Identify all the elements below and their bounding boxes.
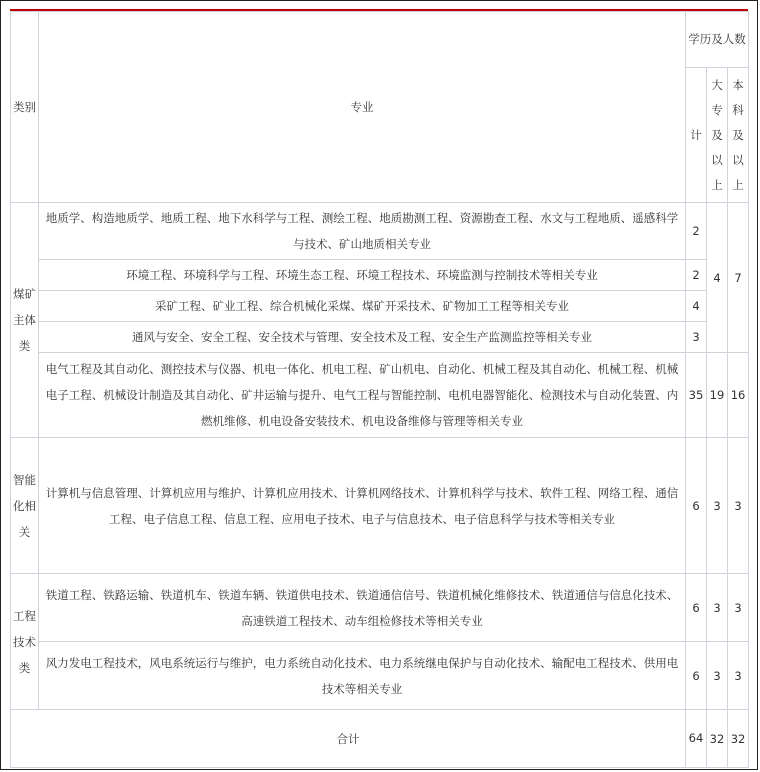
header-major: 专业: [39, 12, 686, 203]
total-electromechanical: 35: [686, 353, 707, 438]
total-mining: 4: [686, 291, 707, 322]
total-geology: 2: [686, 203, 707, 260]
summary-bachelor: 32: [728, 710, 749, 768]
recruitment-table: [10, 11, 749, 768]
bachelor-subtotal-1: 7: [728, 203, 749, 353]
total-railway: 6: [686, 574, 707, 642]
total-safety: 3: [686, 322, 707, 353]
total-power: 6: [686, 642, 707, 710]
category-intelligent: 智能化相关: [11, 438, 39, 574]
major-railway: 铁道工程、铁路运输、铁道机车、铁道车辆、铁道供电技术、铁道通信信号、铁道机械化维修技术、铁道通信与信息化技术、高速铁道工程技术、动车组检修技术等相关专业: [39, 574, 686, 642]
major-mining: 采矿工程、矿业工程、综合机械化采煤、煤矿开采技术、矿物加工工程等相关专业: [39, 291, 686, 322]
major-geology: 地质学、构造地质学、地质工程、地下水科学与工程、测绘工程、地质勘测工程、资源勘查工程、水文与工程地质、遥感科学与技术、矿山地质相关专业: [39, 203, 686, 260]
college-computer: 3: [707, 438, 728, 574]
total-computer: 6: [686, 438, 707, 574]
summary-total: 64: [686, 710, 707, 768]
bachelor-railway: 3: [728, 574, 749, 642]
bachelor-computer: 3: [728, 438, 749, 574]
header-education: 学历及人数: [686, 12, 749, 68]
category-engineering: 工程技术类: [11, 574, 39, 710]
college-subtotal-1: 4: [707, 203, 728, 353]
total-environment: 2: [686, 260, 707, 291]
bachelor-subtotal-2: 16: [728, 353, 749, 438]
summary-label: 合计: [11, 710, 686, 768]
major-safety: 通风与安全、安全工程、安全技术与管理、安全技术及工程、安全生产监测监控等相关专业: [39, 322, 686, 353]
college-power: 3: [707, 642, 728, 710]
bachelor-power: 3: [728, 642, 749, 710]
college-railway: 3: [707, 574, 728, 642]
header-category: 类别: [11, 12, 39, 203]
summary-college: 32: [707, 710, 728, 768]
header-college: 大专及以上: [707, 68, 728, 203]
major-computer: 计算机与信息管理、计算机应用与维护、计算机应用技术、计算机网络技术、计算机科学与技术、软件工程、网络工程、通信工程、电子信息工程、信息工程、应用电子技术、电子与信息技术、电子信息科学与技术等相关专业: [39, 438, 686, 574]
major-environment: 环境工程、环境科学与工程、环境生态工程、环境工程技术、环境监测与控制技术等相关专业: [39, 260, 686, 291]
major-power: 风力发电工程技术，风电系统运行与维护，电力系统自动化技术、电力系统继电保护与自动化技术、输配电工程技术、供用电技术等相关专业: [39, 642, 686, 710]
major-electromechanical: 电气工程及其自动化、测控技术与仪器、机电一体化、机电工程、矿山机电、自动化、机械工程及其自动化、机械工程、机械电子工程、机械设计制造及其自动化、矿井运输与提升、电气工程与智能控制、电机电器智能化、检测技术与自动化装置、内燃机维修、机电设备安装技术、机电设备维修与管理等相关专业: [39, 353, 686, 438]
header-bachelor: 本科及以上: [728, 68, 749, 203]
category-coal-mining: 煤矿主体类: [11, 203, 39, 438]
header-total: 计: [686, 68, 707, 203]
college-subtotal-2: 19: [707, 353, 728, 438]
